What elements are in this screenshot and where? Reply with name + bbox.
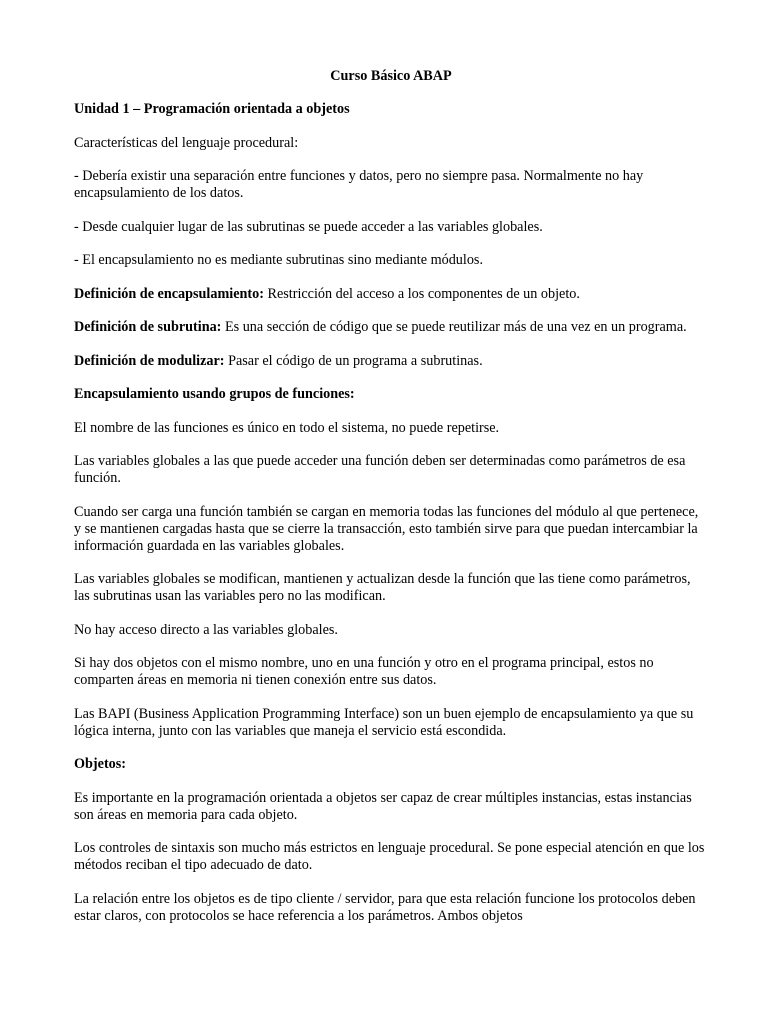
definition-encapsulamiento [74,286,708,303]
paragraph: Las BAPI (Business Application Programming Interface) son un buen ejemplo de encapsulamiento ya que su lógica interna, junto con las variables que maneja el servicio está escondida. [74,705,694,739]
section-heading-funciones: Encapsulamiento usando grupos de funciones: [74,386,355,402]
definition-subrutina [74,319,708,336]
paragraph: Cuando ser carga una función también se cargan en memoria todas las funciones del módulo al que pertenece, y se mantienen cargadas hasta que se cierre la transacción, esto también sirve para que puedan intercambiar la información guardada en las variables globales. [74,503,699,554]
procedural-intro: Características del lenguaje procedural: [74,134,299,151]
definition-term: Definición de modulizar: [74,352,225,369]
definition-term: Definición de subrutina: [74,319,222,335]
paragraph: No hay acceso directo a las variables globales. [74,621,338,638]
paragraph: La relación entre los objetos es de tipo cliente / servidor, para que esta relación funcione los protocolos deben estar claros, con protocolos se hace referencia a los parámetros. Ambos objetos [74,890,696,924]
document-title: Curso Básico ABAP [330,68,452,84]
definition-text: Es una sección de código que se puede reutilizar más de una vez en un programa. [221,319,687,335]
paragraph: Los controles de sintaxis son mucho más estrictos en lenguaje procedural. Se pone especial atención en que los métodos reciban el tipo adecuado de dato. [74,840,705,873]
unit-heading: Unidad 1 – Programación orientada a objetos [74,101,350,117]
section-heading-objetos: Objetos: [74,756,127,772]
paragraph: Es importante en la programación orientada a objetos ser capaz de crear múltiples instancias, estas instancias son áreas en memoria para cada objeto. [74,789,692,823]
bullet-separation: - Debería existir una separación entre funciones y datos, pero no siempre pasa. Normalmente no hay encapsulamiento de los datos. [74,168,644,201]
paragraph: Las variables globales se modifican, mantienen y actualizan desde la función que las tiene como parámetros, las subrutinas usan las variables pero no las modifican. [74,571,691,604]
definition-text: Pasar el código de un programa a subrutinas. [224,352,483,369]
paragraph: El nombre de las funciones es único en todo el sistema, no puede repetirse. [74,419,500,436]
bullet-global-access: - Desde cualquier lugar de las subrutinas se puede acceder a las variables globales. [74,218,543,235]
paragraph: Las variables globales a las que puede acceder una función deben ser determinadas como parámetros de esa función. [74,453,686,486]
definition-modulizar [74,353,708,370]
definition-text: Restricción del acceso a los componentes de un objeto. [263,285,580,302]
bullet-modules: - El encapsulamiento no es mediante subrutinas sino mediante módulos. [74,252,483,268]
definition-term: Definición de encapsulamiento: [74,285,264,302]
paragraph: Si hay dos objetos con el mismo nombre, uno en una función y otro en el programa principal, estos no comparten áreas en memoria ni tienen conexión entre sus datos. [74,655,654,688]
